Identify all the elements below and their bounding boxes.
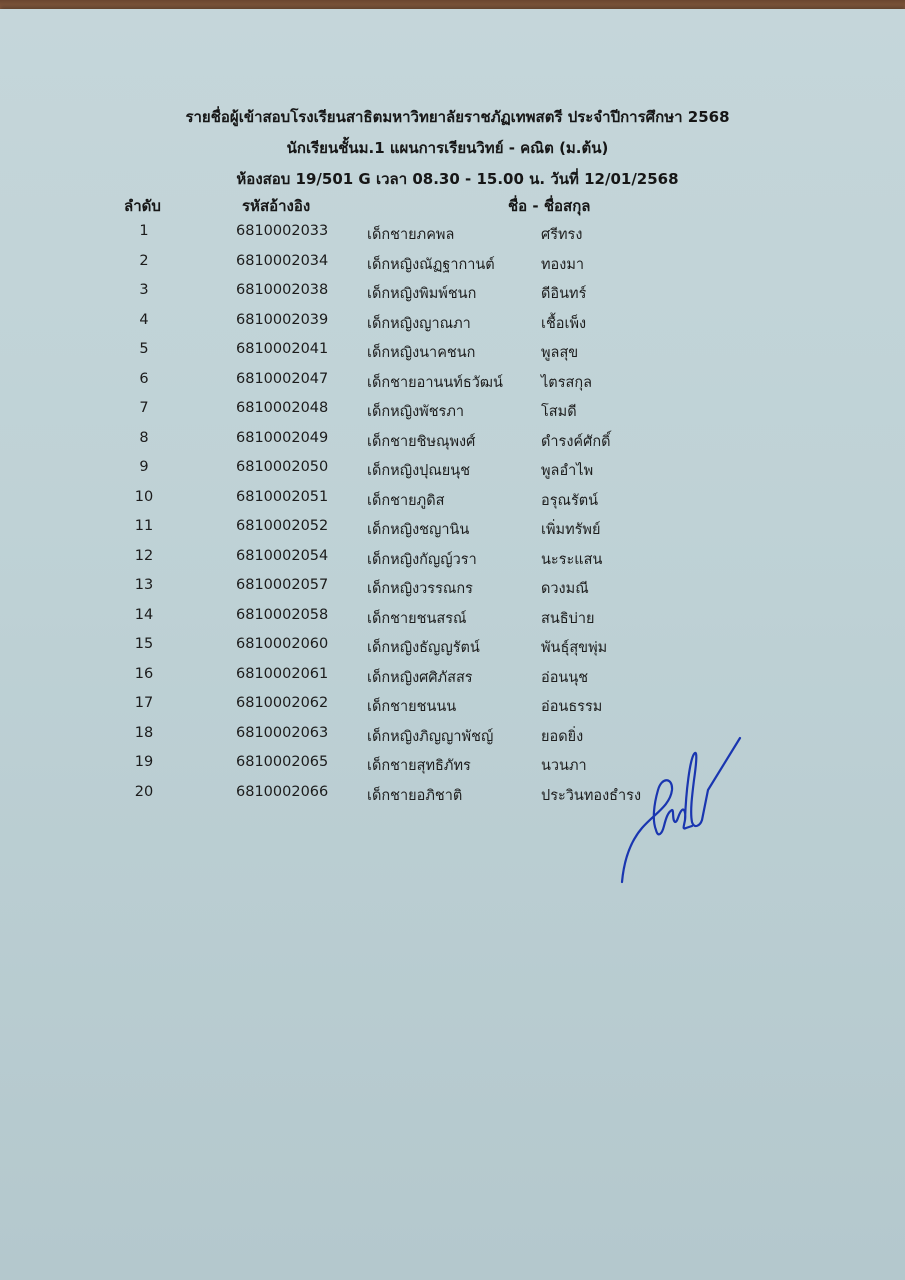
- student-first-name: เด็กชายอานนท์ธวัฒน์: [367, 375, 503, 391]
- student-last-name: นะระแสน: [541, 552, 603, 568]
- table-row: [0, 754, 905, 784]
- student-first-name: เด็กชายภคพล: [367, 227, 455, 243]
- row-number: 2: [139, 253, 149, 269]
- table-row: [0, 253, 905, 283]
- row-number: 3: [139, 282, 149, 298]
- student-last-name: อ่อนธรรม: [541, 699, 603, 715]
- student-last-name: ทองมา: [541, 257, 585, 273]
- student-first-name: เด็กชายชนนน: [367, 699, 457, 715]
- student-last-name: อ่อนนุช: [541, 670, 589, 686]
- student-first-name: เด็กหญิงปุณยนุช: [367, 463, 471, 479]
- student-first-name: เด็กหญิงณัฏฐากานต์: [367, 257, 495, 273]
- table-row: [0, 548, 905, 578]
- reference-id: 6810002038: [236, 282, 329, 298]
- student-first-name: เด็กชายชนสรณ์: [367, 611, 467, 627]
- student-last-name: ศรีทรง: [541, 227, 583, 243]
- student-first-name: เด็กหญิงชญานิน: [367, 522, 470, 538]
- reference-id: 6810002062: [236, 695, 329, 711]
- table-row: [0, 459, 905, 489]
- table-row: [0, 636, 905, 666]
- document-subtitle-exam-room: ห้องสอบ 19/501 G เวลา 08.30 - 15.00 น. วันที่ 12/01/2568: [236, 170, 679, 188]
- student-last-name: โสมดี: [541, 404, 577, 420]
- student-first-name: เด็กหญิงพัชรภา: [367, 404, 465, 420]
- document-subtitle-program: นักเรียนชั้นม.1 แผนการเรียนวิทย์ - คณิต (ม.ต้น): [286, 139, 609, 157]
- row-number: 7: [139, 400, 149, 416]
- row-number: 13: [134, 577, 154, 593]
- reference-id: 6810002058: [236, 607, 329, 623]
- student-first-name: เด็กหญิงพิมพ์ชนก: [367, 286, 477, 302]
- table-row: [0, 430, 905, 460]
- reference-id: 6810002041: [236, 341, 329, 357]
- row-number: 15: [134, 636, 154, 652]
- reference-id: 6810002066: [236, 784, 329, 800]
- reference-id: 6810002054: [236, 548, 329, 564]
- row-number: 19: [134, 754, 154, 770]
- row-number: 4: [139, 312, 149, 328]
- student-last-name: ดวงมณี: [541, 581, 589, 597]
- table-row: [0, 666, 905, 696]
- row-number: 10: [134, 489, 154, 505]
- table-row: [0, 223, 905, 253]
- student-first-name: เด็กหญิงวรรณกร: [367, 581, 473, 597]
- student-last-name: ไตรสกุล: [541, 375, 593, 391]
- student-first-name: เด็กชายสุทธิภัทร: [367, 758, 471, 774]
- reference-id: 6810002039: [236, 312, 329, 328]
- reference-id: 6810002065: [236, 754, 329, 770]
- reference-id: 6810002050: [236, 459, 329, 475]
- student-last-name: นวนภา: [541, 758, 587, 774]
- student-first-name: เด็กหญิงภิญญาพัชญ์: [367, 729, 494, 745]
- student-last-name: พูลสุข: [541, 345, 579, 361]
- table-row: [0, 784, 905, 814]
- table-row: [0, 577, 905, 607]
- table-row: [0, 371, 905, 401]
- student-last-name: พันธุ์สุขพุ่ม: [541, 640, 608, 656]
- student-last-name: อรุณรัตน์: [541, 493, 599, 509]
- student-first-name: เด็กชายภูดิส: [367, 493, 445, 509]
- student-last-name: ดำรงค์ศักดิ์: [541, 434, 611, 450]
- row-number: 12: [134, 548, 154, 564]
- student-last-name: สนธิบ่าย: [541, 611, 595, 627]
- column-header-number: ลำดับ: [124, 197, 161, 215]
- student-last-name: เพิ่มทรัพย์: [541, 522, 601, 538]
- reference-id: 6810002060: [236, 636, 329, 652]
- reference-id: 6810002048: [236, 400, 329, 416]
- reference-id: 6810002034: [236, 253, 329, 269]
- table-row: [0, 341, 905, 371]
- student-first-name: เด็กชายอภิชาติ: [367, 788, 463, 804]
- reference-id: 6810002063: [236, 725, 329, 741]
- table-row: [0, 725, 905, 755]
- reference-id: 6810002057: [236, 577, 329, 593]
- table-row: [0, 312, 905, 342]
- reference-id: 6810002047: [236, 371, 329, 387]
- student-first-name: เด็กหญิงนาคชนก: [367, 345, 476, 361]
- row-number: 5: [139, 341, 149, 357]
- handwritten-signature: [612, 730, 752, 890]
- student-last-name: ยอดยิ่ง: [541, 729, 584, 745]
- row-number: 1: [139, 223, 149, 239]
- student-first-name: เด็กหญิงญาณภา: [367, 316, 471, 332]
- table-row: [0, 400, 905, 430]
- student-last-name: พูลอำไพ: [541, 463, 594, 479]
- row-number: 18: [134, 725, 154, 741]
- reference-id: 6810002061: [236, 666, 329, 682]
- table-row: [0, 695, 905, 725]
- student-first-name: เด็กหญิงธัญญรัตน์: [367, 640, 480, 656]
- row-number: 9: [139, 459, 149, 475]
- student-last-name: ดีอินทร์: [541, 286, 587, 302]
- column-header-reference-id: รหัสอ้างอิง: [242, 197, 311, 215]
- table-row: [0, 607, 905, 637]
- row-number: 14: [134, 607, 154, 623]
- table-row: [0, 489, 905, 519]
- row-number: 17: [134, 695, 154, 711]
- document-title: รายชื่อผู้เข้าสอบโรงเรียนสาธิตมหาวิทยาลัยราชภัฏเทพสตรี ประจำปีการศึกษา 2568: [185, 108, 730, 126]
- row-number: 20: [134, 784, 154, 800]
- reference-id: 6810002051: [236, 489, 329, 505]
- row-number: 8: [139, 430, 149, 446]
- table-row: [0, 518, 905, 548]
- table-row: [0, 282, 905, 312]
- student-first-name: เด็กหญิงศศิภัสสร: [367, 670, 473, 686]
- column-header-full-name: ชื่อ - ชื่อสกุล: [508, 197, 591, 215]
- row-number: 16: [134, 666, 154, 682]
- student-first-name: เด็กหญิงกัญญ์วรา: [367, 552, 477, 568]
- student-first-name: เด็กชายชิษณุพงศ์: [367, 434, 476, 450]
- row-number: 6: [139, 371, 149, 387]
- student-last-name: เชื้อเพ็ง: [541, 316, 587, 332]
- student-last-name: ประวินทองธำรง: [541, 788, 642, 804]
- reference-id: 6810002049: [236, 430, 329, 446]
- reference-id: 6810002033: [236, 223, 329, 239]
- row-number: 11: [134, 518, 154, 534]
- reference-id: 6810002052: [236, 518, 329, 534]
